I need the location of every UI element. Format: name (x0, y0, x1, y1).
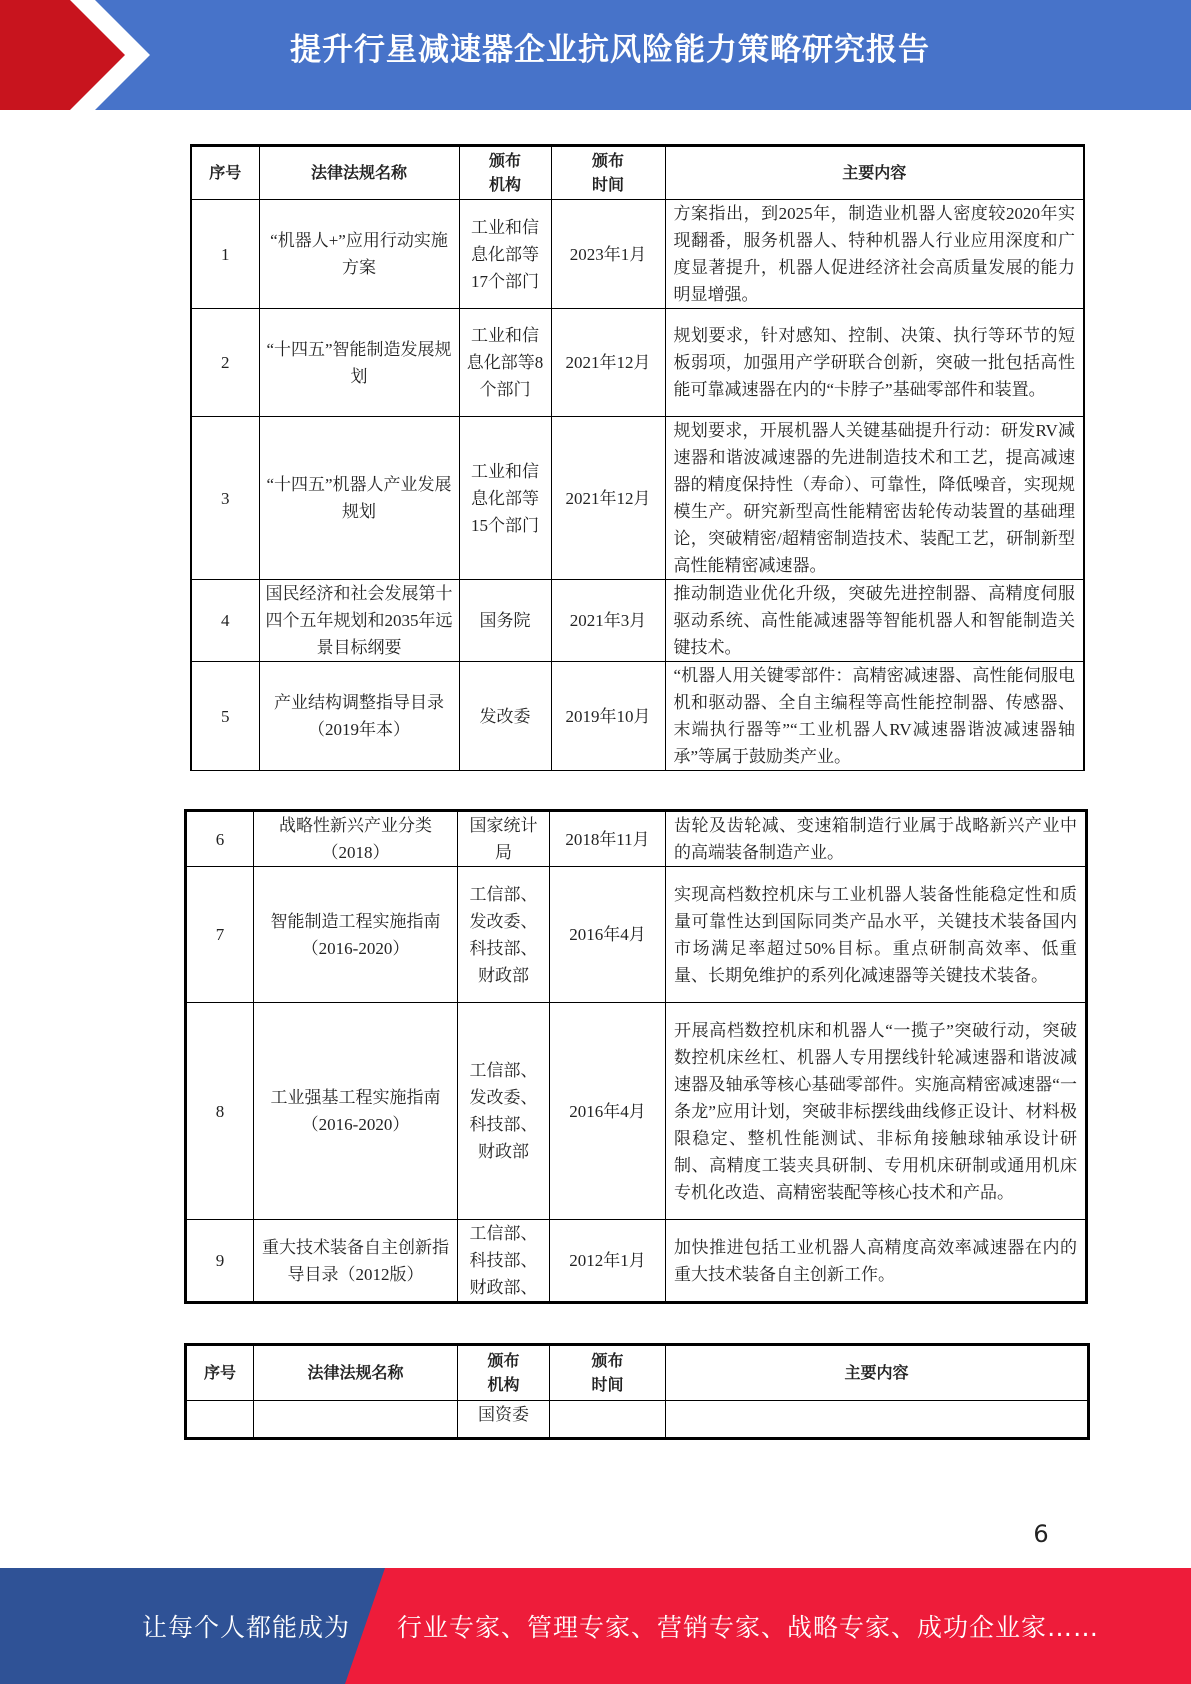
row-number: 7 (186, 867, 254, 1003)
issuing-body: 国资委 (458, 1401, 550, 1439)
issue-date: 2019年10月 (551, 662, 665, 771)
page-header-banner (0, 0, 1191, 110)
col-header-seq: 序号 (191, 146, 259, 200)
main-content: 方案指出，到2025年，制造业机器人密度较2020年实现翻番，服务机器人、特种机器人行业应用深度和广度显著提升，机器人促进经济社会高质量发展的能力明显增强。 (665, 200, 1084, 309)
main-content (666, 1401, 1089, 1439)
issuing-body: 工业和信息化部等15个部门 (459, 417, 551, 580)
row-number: 9 (186, 1220, 254, 1303)
row-number: 5 (191, 662, 259, 771)
table-row (186, 867, 1087, 1003)
regulation-name: 重大技术装备自主创新指导目录（2012版） (254, 1220, 458, 1303)
row-number: 1 (191, 200, 259, 309)
main-content: 规划要求，开展机器人关键基础提升行动：研发RV减速器和谐波减速器的先进制造技术和工艺，提高减速器的精度保持性（寿命）、可靠性，降低噪音，实现规模生产。研究新型高性能精密齿轮传动装置的基础理论，突破精密/超精密制造技术、装配工艺，研制新型高性能精密减速器。 (665, 417, 1084, 580)
regulation-name: “机器人+”应用行动实施方案 (259, 200, 459, 309)
main-content: 加快推进包括工业机器人高精度高效率减速器在内的重大技术装备自主创新工作。 (666, 1220, 1087, 1303)
regulation-name: 工业强基工程实施指南（2016-2020） (254, 1003, 458, 1220)
regulation-table-part-3 (184, 1343, 1090, 1440)
issuing-body: 工信部、科技部、财政部、 (458, 1220, 550, 1303)
issue-date: 2018年11月 (550, 811, 666, 867)
table-row (186, 1003, 1087, 1220)
main-content: 开展高档数控机床和机器人“一揽子”突破行动，突破数控机床丝杠、机器人专用摆线针轮减速器和谐波减速器及轴承等核心基础零部件。实施高精密减速器“一条龙”应用计划，突破非标摆线曲线修正设计、材料极限稳定、整机性能测试、非标角接触球轴承设计研制、高精度工装夹具研制、专用机床研制或通用机床专机化改造、高精密装配等核心技术和产品。 (666, 1003, 1087, 1220)
regulation-name: 战略性新兴产业分类（2018） (254, 811, 458, 867)
col-header-org: 颁布 机构 (458, 1345, 550, 1401)
col-header-content: 主要内容 (665, 146, 1084, 200)
main-content: 齿轮及齿轮减、变速箱制造行业属于战略新兴产业中的高端装备制造产业。 (666, 811, 1087, 867)
col-header-org: 颁布 机构 (459, 146, 551, 200)
issuing-body: 发改委 (459, 662, 551, 771)
col-header-date: 颁布 时间 (551, 146, 665, 200)
main-content: 推动制造业优化升级，突破先进控制器、高精度伺服驱动系统、高性能减速器等智能机器人和智能制造关键技术。 (665, 580, 1084, 662)
table-row (191, 580, 1084, 662)
table-row (191, 309, 1084, 417)
col-header-name: 法律法规名称 (254, 1345, 458, 1401)
table-row (186, 811, 1087, 867)
issue-date: 2021年3月 (551, 580, 665, 662)
main-content: 规划要求，针对感知、控制、决策、执行等环节的短板弱项，加强用产学研联合创新，突破一批包括高性能可靠减速器在内的“卡脖子”基础零部件和装置。 (665, 309, 1084, 417)
issue-date (550, 1401, 666, 1439)
issuing-body: 工业和信息化部等17个部门 (459, 200, 551, 309)
regulation-name: “十四五”智能制造发展规划 (259, 309, 459, 417)
issuing-body: 工信部、发改委、科技部、财政部 (458, 867, 550, 1003)
regulation-name: “十四五”机器人产业发展规划 (259, 417, 459, 580)
issue-date: 2016年4月 (550, 867, 666, 1003)
main-content: “机器人用关键零部件：高精密减速器、高性能伺服电机和驱动器、全自主编程等高性能控制器、传感器、末端执行器等”“工业机器人RV减速器谐波减速器轴承”等属于鼓励类产业。 (665, 662, 1084, 771)
table-row (186, 1220, 1087, 1303)
regulation-name: 国民经济和社会发展第十四个五年规划和2035年远景目标纲要 (259, 580, 459, 662)
main-content: 实现高档数控机床与工业机器人装备性能稳定性和质量可靠性达到国际同类产品水平，关键技术装备国内市场满足率超过50%目标。重点研制高效率、低重量、长期免维护的系列化减速器等关键技术装备。 (666, 867, 1087, 1003)
col-header-content: 主要内容 (666, 1345, 1089, 1401)
regulation-name (254, 1401, 458, 1439)
regulation-table-part-2 (184, 809, 1088, 1304)
table-row (191, 417, 1084, 580)
row-number: 2 (191, 309, 259, 417)
page-footer-banner (0, 1568, 1191, 1684)
page-number: 6 (1033, 1520, 1049, 1548)
issue-date: 2012年1月 (550, 1220, 666, 1303)
row-number: 6 (186, 811, 254, 867)
col-header-name: 法律法规名称 (259, 146, 459, 200)
footer-slogan-left: 让每个人都能成为 (142, 1613, 351, 1642)
table-header-row (186, 1345, 1089, 1401)
report-title: 提升行星减速器企业抗风险能力策略研究报告 (290, 32, 930, 68)
row-number (186, 1401, 254, 1439)
table-header-row (191, 146, 1084, 200)
footer-slogan-right: 行业专家、管理专家、营销专家、战略专家、成功企业家…… (397, 1613, 1100, 1642)
regulation-name: 产业结构调整指导目录（2019年本） (259, 662, 459, 771)
regulation-name: 智能制造工程实施指南（2016-2020） (254, 867, 458, 1003)
issue-date: 2021年12月 (551, 417, 665, 580)
row-number: 4 (191, 580, 259, 662)
issuing-body: 工业和信息化部等8个部门 (459, 309, 551, 417)
regulation-table-part-1 (190, 144, 1085, 771)
row-number: 8 (186, 1003, 254, 1220)
issuing-body: 国务院 (459, 580, 551, 662)
issue-date: 2016年4月 (550, 1003, 666, 1220)
issuing-body: 工信部、发改委、科技部、财政部 (458, 1003, 550, 1220)
issue-date: 2023年1月 (551, 200, 665, 309)
issuing-body: 国家统计局 (458, 811, 550, 867)
row-number: 3 (191, 417, 259, 580)
table-row (191, 200, 1084, 309)
issue-date: 2021年12月 (551, 309, 665, 417)
col-header-seq: 序号 (186, 1345, 254, 1401)
table-row (186, 1401, 1089, 1439)
table-row (191, 662, 1084, 771)
col-header-date: 颁布 时间 (550, 1345, 666, 1401)
